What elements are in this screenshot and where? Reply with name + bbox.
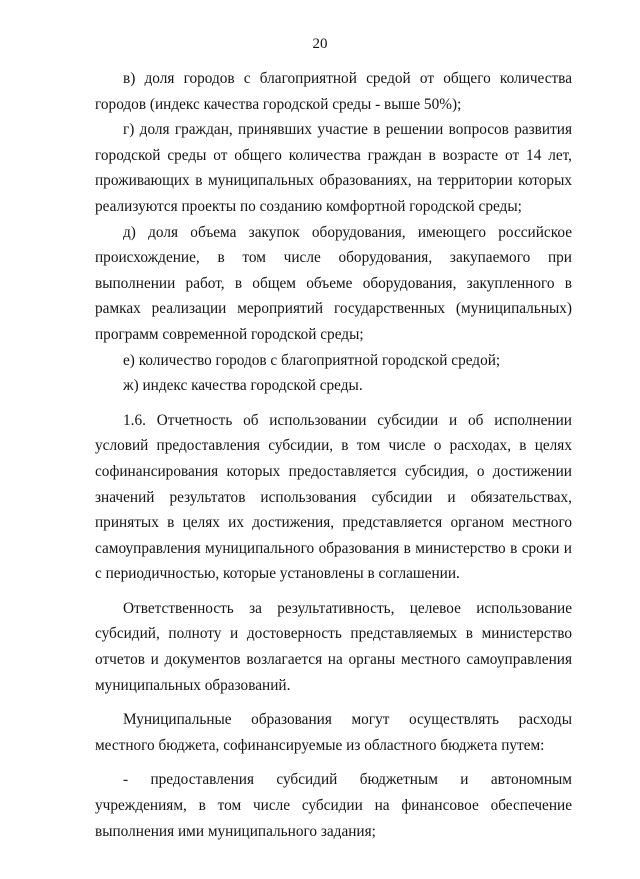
paragraph-responsibility: Ответственность за результативность, целевое использование субсидий, полноту и достоверность представляемых в министерство отчетов и документов возлагается на органы местного самоуправления муниципальных образований. xyxy=(95,599,572,694)
paragraph-subsidies-list-item: - предоставления субсидий бюджетным и автономным учреждениям, в том числе субсидии на финансовое обеспечение выполнения ими муниципального задания; xyxy=(95,771,572,840)
paragraph-indicator-zh: ж) индекс качества городской среды. xyxy=(123,377,363,395)
paragraph-indicator-e: е) количество городов с благоприятной городской средой; xyxy=(123,351,501,369)
page-number: 20 xyxy=(312,36,328,52)
paragraph-indicator-d: д) доля объема закупок оборудования, имеющего российское происхождение, в том числе оборудования, закупаемого при выполнении работ, в общем объеме оборудования, закупленного в рамках реализации мероприятий государственных (муниципальных) программ современной городской среды; xyxy=(95,223,572,343)
document-body xyxy=(95,66,572,844)
paragraph-indicator-g: г) доля граждан, принявших участие в решении вопросов развития городской среды от общего количества граждан в возрасте от 14 лет, проживающих в муниципальных образованиях, на территории которых реализуются проекты по созданию комфортной городской среды; xyxy=(95,121,572,215)
paragraph-section-1-6: 1.6. Отчетность об использовании субсидии и об исполнении условий предоставления субсидии, в том числе о расходах, в целях софинансирования которых предоставляется субсидия, о достижении значений результатов использования субсидии и обязательствах, принятых в целях их достижения, представляется органом местного самоуправления муниципального образования в министерство в сроки и с периодичностью, которые установлены в соглашении. xyxy=(95,411,572,583)
paragraph-municipal-expenses: Муниципальные образования могут осуществлять расходы местного бюджета, софинансируемые из областного бюджета путем: xyxy=(95,711,572,754)
paragraph-indicator-v: в) доля городов с благоприятной средой от общего количества городов (индекс качества городской среды - выше 50%); xyxy=(95,70,572,113)
